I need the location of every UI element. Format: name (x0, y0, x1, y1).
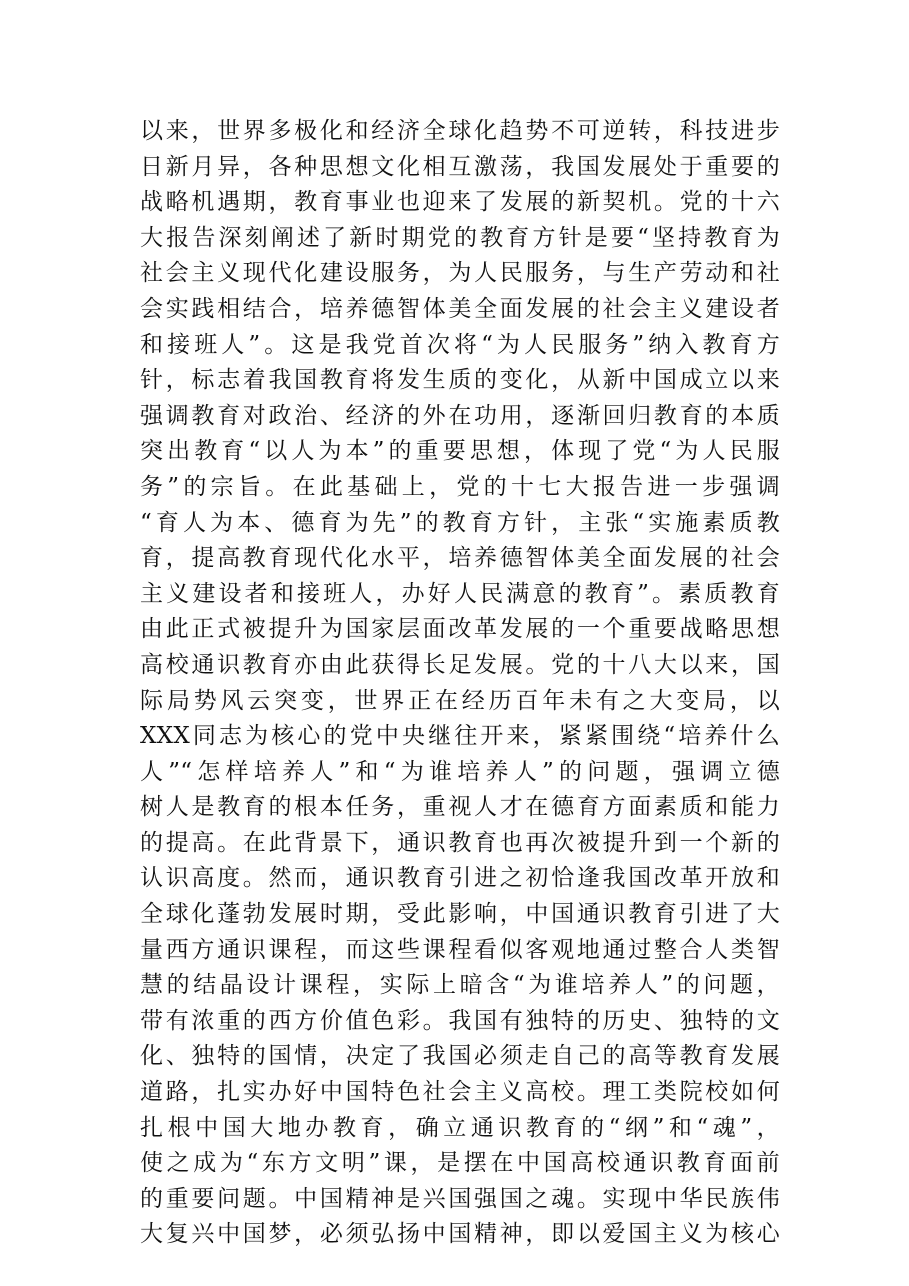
text-line-4: 大报告深刻阐述了新时期党的教育方针是要“坚持教育为 (140, 224, 780, 251)
text-line-5: 社会主义现代化建设服务，为人民服务，与生产劳动和社 (140, 260, 780, 287)
text-line-3: 战略机遇期，教育事业也迎来了发展的新契机。党的十六 (140, 189, 780, 216)
text-line-14: 主义建设者和接班人，办好人民满意的教育”。素质教育 (140, 580, 780, 607)
text-line-15: 由此正式被提升为国家层面改革发展的一个重要战略思想 (140, 616, 780, 643)
text-line-6: 会实践相结合，培养德智体美全面发展的社会主义建设者 (140, 295, 780, 322)
text-line-12: “育人为本、德育为先”的教育方针，主张“实施素质教 (140, 509, 780, 536)
body-paragraph (140, 114, 780, 1253)
text-line-31: 的重要问题。中国精神是兴国强国之魂。实现中华民族伟 (140, 1185, 780, 1212)
text-line-24: 量西方通识课程，而这些课程看似客观地通过整合人类智 (140, 936, 780, 963)
text-line-26: 带有浓重的西方价值色彩。我国有独特的历史、独特的文 (140, 1007, 780, 1034)
text-line-9: 强调教育对政治、经济的外在功用，逐渐回归教育的本质 (140, 402, 780, 429)
text-line-2: 日新月异，各种思想文化相互激荡，我国发展处于重要的 (140, 153, 780, 180)
text-line-28: 道路，扎实办好中国特色社会主义高校。理工类院校如何 (140, 1079, 780, 1106)
text-line-23: 全球化蓬勃发展时期，受此影响，中国通识教育引进了大 (140, 901, 780, 928)
text-line-8: 针，标志着我国教育将发生质的变化，从新中国成立以来 (140, 367, 780, 394)
text-line-19: 人”“怎样培养人”和“为谁培养人”的问题，强调立德 (140, 758, 780, 785)
text-line-20: 树人是教育的根本任务，重视人才在德育方面素质和能力 (140, 794, 780, 821)
text-line-32: 大复兴中国梦，必须弘扬中国精神，即以爱国主义为核心 (140, 1221, 780, 1248)
text-line-25: 慧的结晶设计课程，实际上暗含“为谁培养人”的问题， (140, 972, 780, 999)
text-line-17: 际局势风云突变，世界正在经历百年未有之大变局，以 (140, 687, 780, 714)
text-line-18: XXX同志为核心的党中央继往开来，紧紧围绕“培养什么 (140, 723, 780, 750)
text-line-1: 以来，世界多极化和经济全球化趋势不可逆转，科技进步 (140, 118, 780, 144)
text-line-30: 使之成为“东方文明”课，是摆在中国高校通识教育面前 (140, 1150, 780, 1177)
text-line-13: 育，提高教育现代化水平，培养德智体美全面发展的社会 (140, 545, 780, 572)
text-line-29: 扎根中国大地办教育，确立通识教育的“纲”和“魂”， (140, 1114, 780, 1141)
text-line-7: 和接班人”。这是我党首次将“为人民服务”纳入教育方 (140, 331, 780, 358)
text-line-27: 化、独特的国情，决定了我国必须走自己的高等教育发展 (140, 1043, 780, 1070)
text-line-22: 认识高度。然而，通识教育引进之初恰逢我国改革开放和 (140, 865, 780, 892)
text-line-10: 突出教育“以人为本”的重要思想，体现了党“为人民服 (140, 438, 780, 465)
text-line-11: 务”的宗旨。在此基础上，党的十七大报告进一步强调 (140, 473, 780, 500)
text-line-21: 的提高。在此背景下，通识教育也再次被提升到一个新的 (140, 829, 780, 856)
text-line-16: 高校通识教育亦由此获得长足发展。党的十八大以来，国 (140, 651, 780, 678)
